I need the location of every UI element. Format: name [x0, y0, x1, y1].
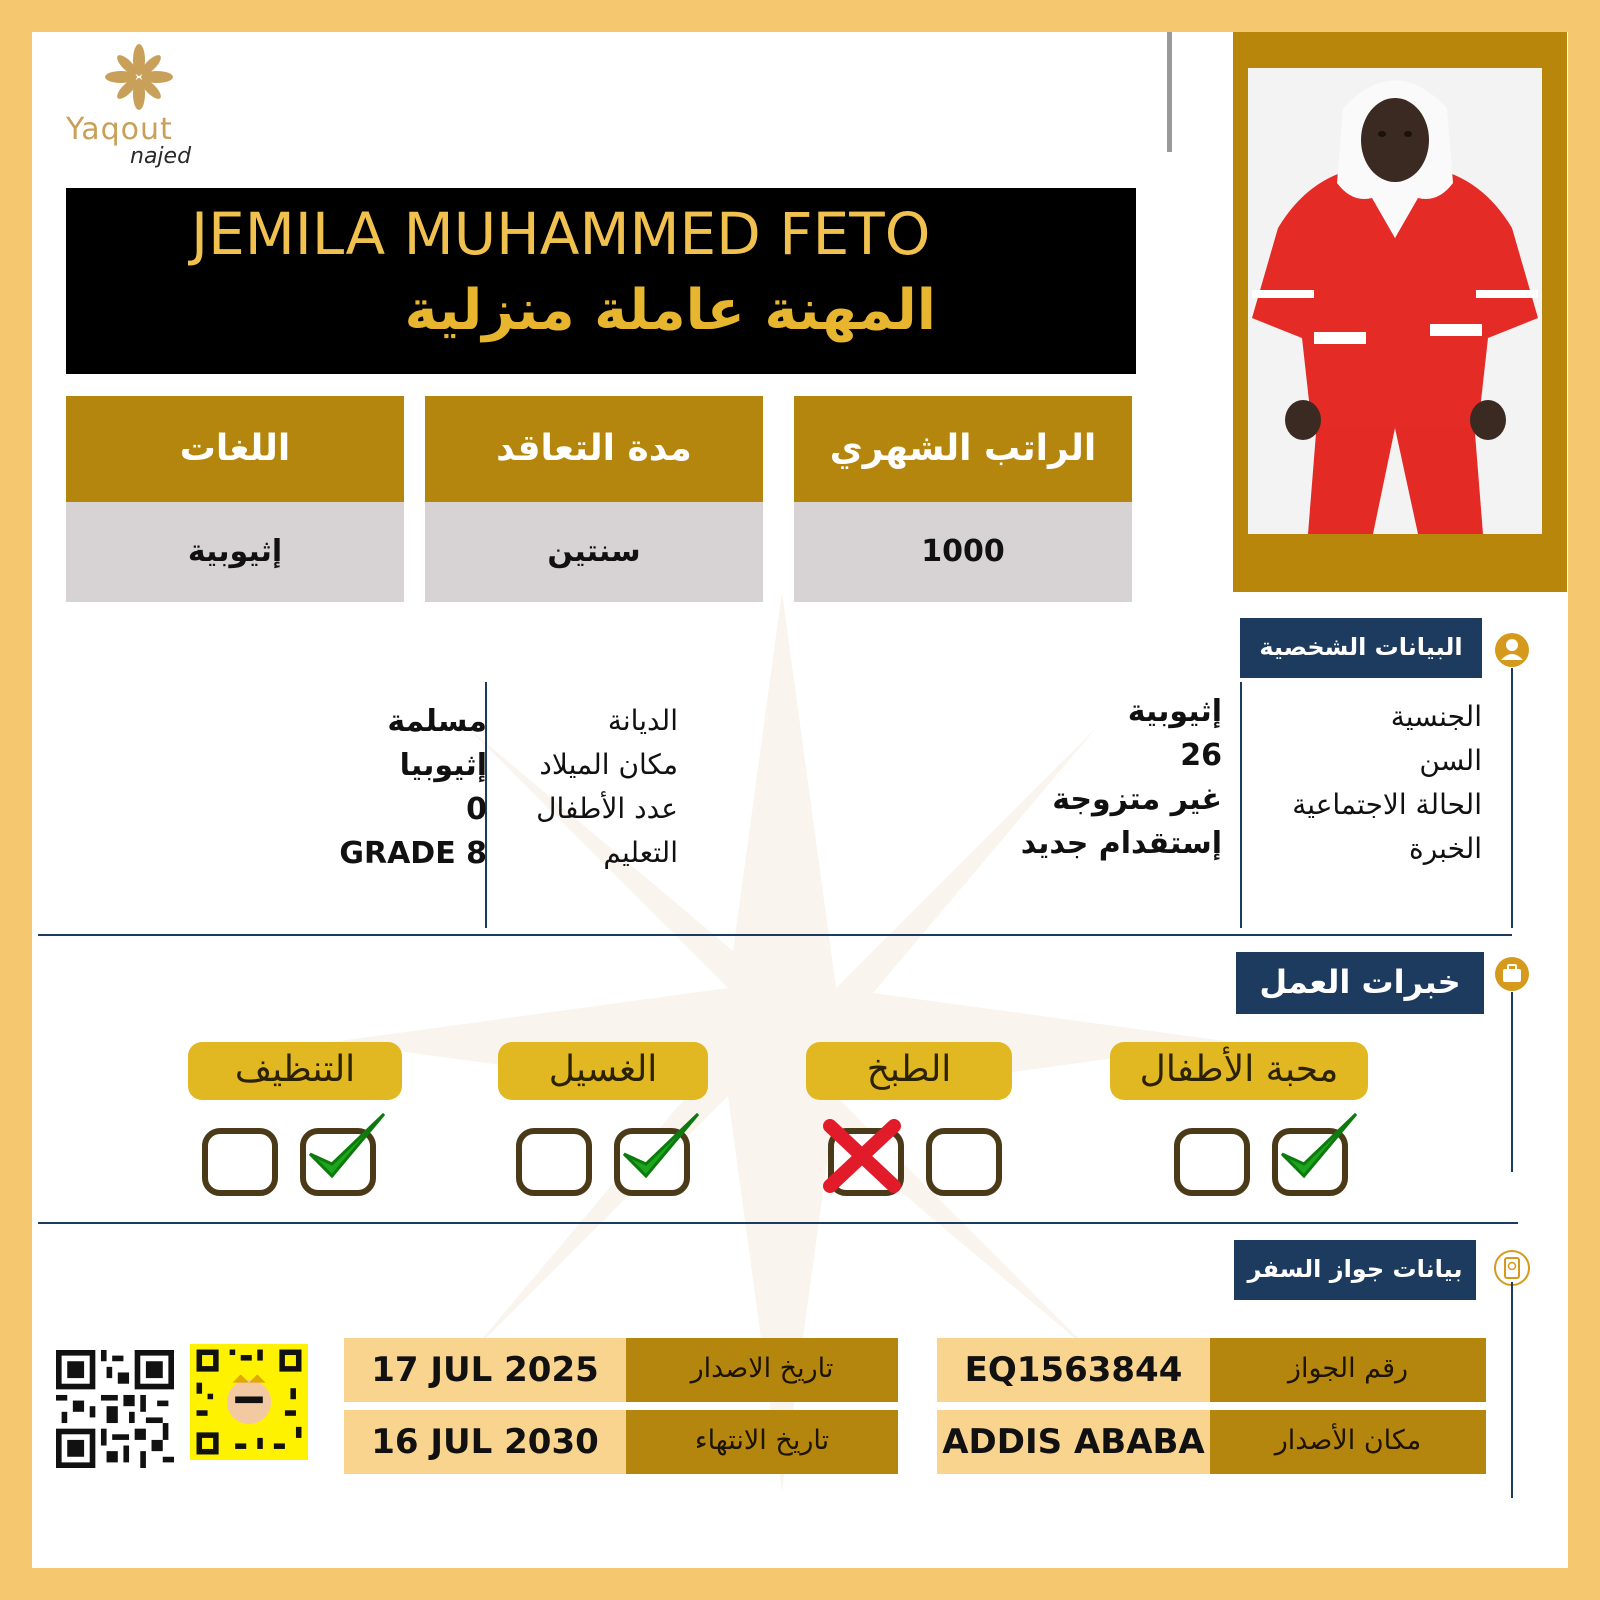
children-value: 0 [466, 792, 487, 827]
worker-card [32, 32, 1568, 1568]
languages-value: إثيوبية [66, 502, 404, 602]
passport-timeline [1511, 1282, 1513, 1498]
personal-timeline [1511, 668, 1513, 928]
nationality-value: إثيوبية [1127, 694, 1222, 729]
salary-label: الراتب الشهري [794, 396, 1132, 502]
issue-date-label: تاريخ الاصدار [626, 1338, 898, 1402]
languages-label: اللغات [66, 396, 404, 502]
passport-number-value: EQ1563844 [937, 1338, 1210, 1402]
qr-code-icon[interactable] [56, 1350, 174, 1468]
check-icon [1272, 1106, 1362, 1186]
check-icon [614, 1106, 704, 1186]
snap-code-icon[interactable] [190, 1344, 308, 1460]
personal-section-title: البيانات الشخصية [1240, 618, 1482, 678]
worker-name: JEMILA MUHAMMED FETO [191, 200, 931, 268]
birthplace-label: مكان الميلاد [539, 748, 678, 781]
experience-label: الخبرة [1409, 832, 1482, 865]
issue-date-value: 17 JUL 2025 [344, 1338, 626, 1402]
skill-cleaning-label: التنظيف [188, 1042, 402, 1100]
check-icon [300, 1106, 390, 1186]
logo-flower-icon [94, 42, 184, 112]
experience-timeline [1511, 992, 1513, 1172]
religion-label: الديانة [607, 704, 678, 737]
passport-place-label: مكان الأصدار [1210, 1410, 1486, 1474]
skill-laundry-label: الغسيل [498, 1042, 708, 1100]
worker-figure [1248, 68, 1542, 534]
education-label: التعليم [603, 836, 678, 869]
passport-place-value: ADDIS ABABA [937, 1410, 1210, 1474]
cross-icon [820, 1116, 904, 1196]
age-value: 26 [1180, 738, 1222, 773]
religion-value: مسلمة [387, 704, 487, 739]
expiry-date-label: تاريخ الانتهاء [626, 1410, 898, 1474]
logo-main-text: Yaqout [66, 112, 173, 147]
salary-value: 1000 [794, 502, 1132, 602]
skill-childcare-empty-box [1174, 1128, 1250, 1196]
section-divider-2 [38, 1222, 1518, 1224]
contract-label: مدة التعاقد [425, 396, 763, 502]
expiry-date-value: 16 JUL 2030 [344, 1410, 626, 1474]
worker-profession: المهنة عاملة منزلية [404, 278, 936, 343]
briefcase-icon [1494, 956, 1530, 992]
contract-value: سنتين [425, 502, 763, 602]
experience-section-title: خبرات العمل [1236, 952, 1484, 1014]
brand-logo [66, 42, 216, 172]
skill-cleaning-empty-box [202, 1128, 278, 1196]
marital-status-label: الحالة الاجتماعية [1292, 788, 1482, 821]
age-label: السن [1419, 744, 1482, 777]
section-divider-1 [38, 934, 1512, 936]
worker-photo [1248, 68, 1542, 534]
skill-cooking-label: الطبخ [806, 1042, 1012, 1100]
nationality-label: الجنسية [1390, 700, 1482, 733]
top-divider [1167, 32, 1172, 152]
children-label: عدد الأطفال [536, 792, 678, 825]
name-banner [66, 188, 1136, 374]
experience-value: إستقدام جديد [1020, 826, 1222, 861]
person-icon [1494, 632, 1530, 668]
passport-number-label: رقم الجواز [1210, 1338, 1486, 1402]
marital-status-value: غير متزوجة [1052, 782, 1222, 817]
passport-icon [1494, 1250, 1530, 1286]
education-value: GRADE 8 [339, 836, 487, 871]
skill-laundry-empty-box [516, 1128, 592, 1196]
logo-sub-text: najed [130, 144, 192, 169]
skill-cooking-empty-box [926, 1128, 1002, 1196]
passport-section-title: بيانات جواز السفر [1234, 1240, 1476, 1300]
skill-childcare-label: محبة الأطفال [1110, 1042, 1368, 1100]
birthplace-value: إثيوبيا [399, 748, 487, 783]
